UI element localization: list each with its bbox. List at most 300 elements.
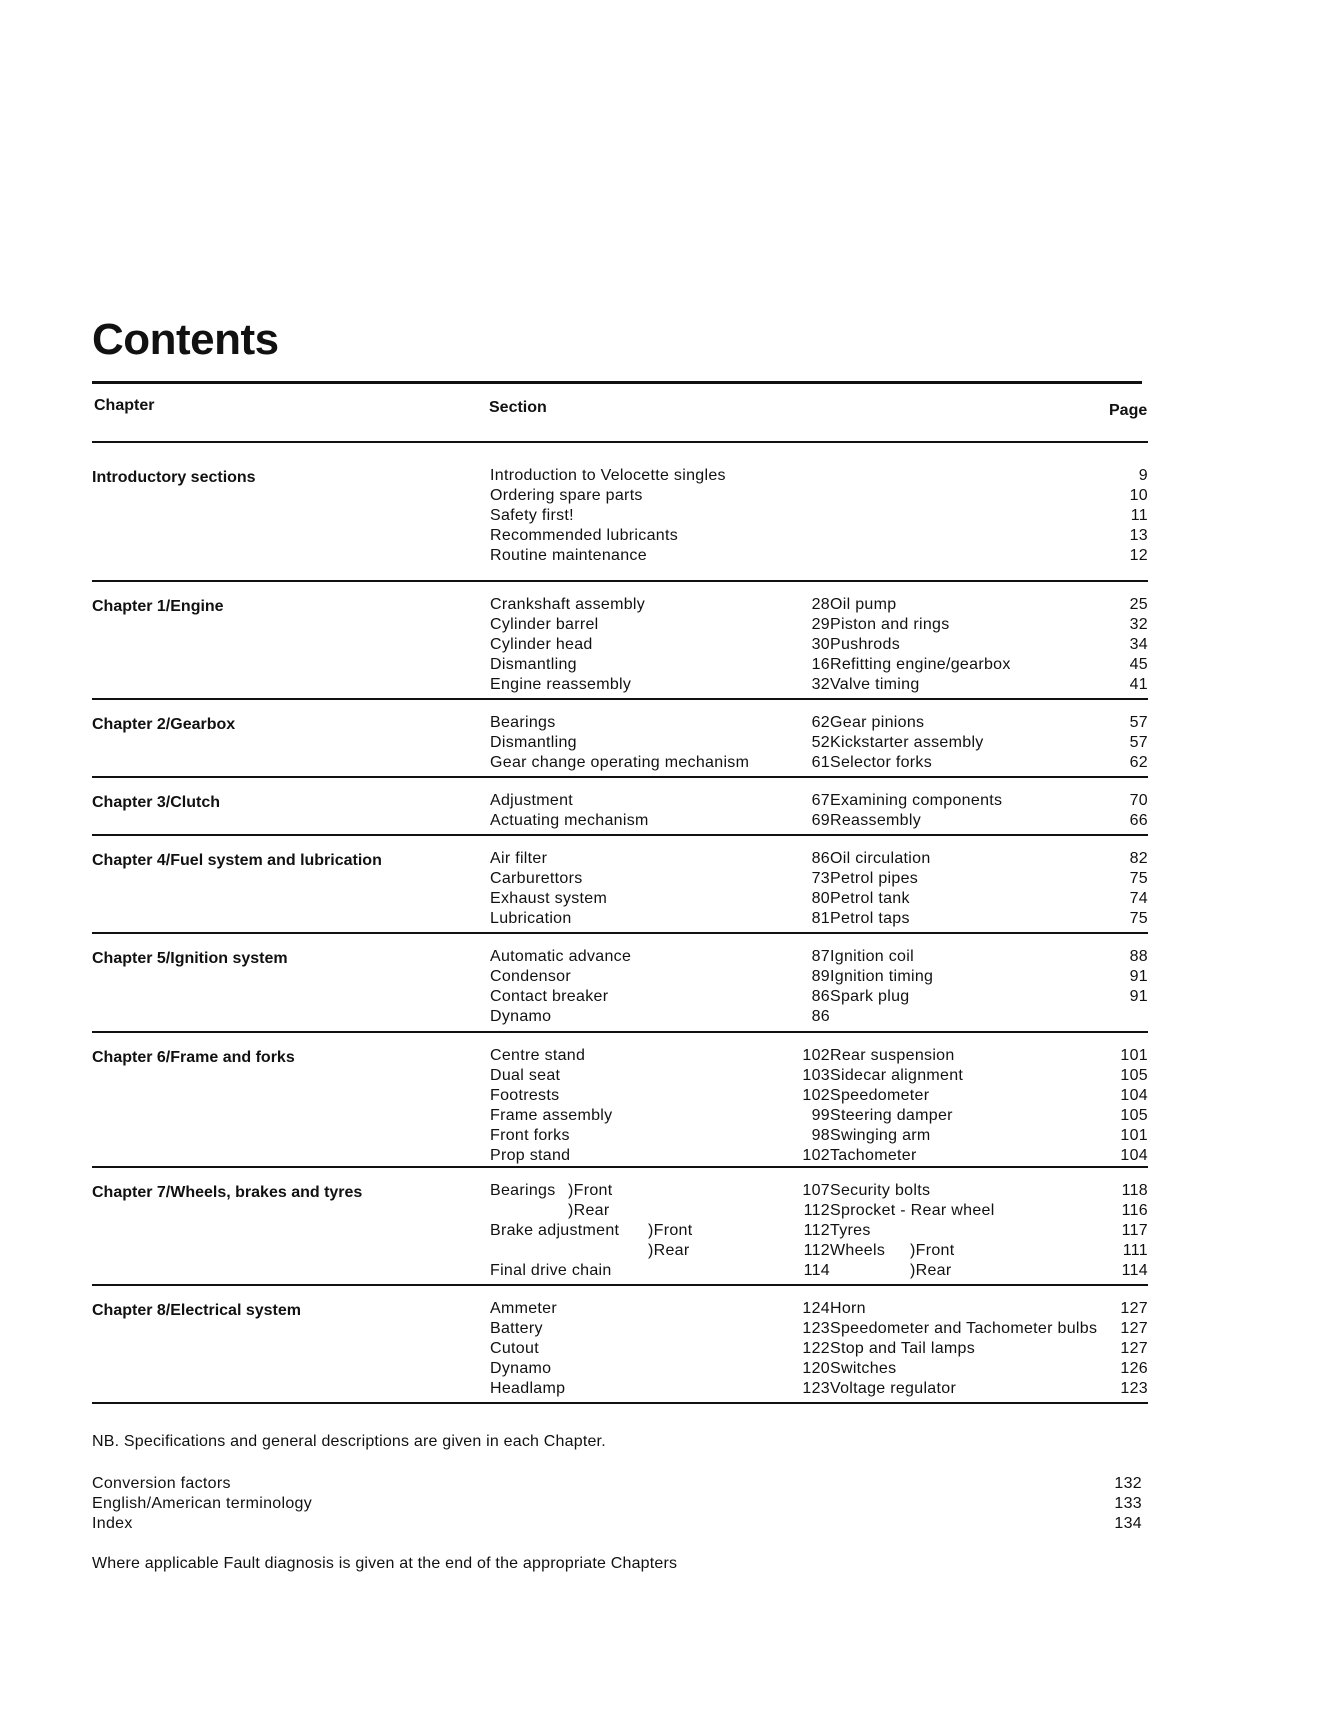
toc-entry-page: 86 <box>811 850 830 867</box>
toc-entry <box>490 1126 830 1146</box>
toc-entry <box>830 1046 1148 1066</box>
toc-entry-text: Frame assembly <box>490 1107 613 1124</box>
toc-entry-label <box>490 889 790 909</box>
chapter-section <box>92 1299 1148 1399</box>
toc-entry-text: Petrol tank <box>830 890 910 907</box>
toc-entry-label <box>830 753 1104 773</box>
section-divider <box>92 698 1148 700</box>
toc-entry-label <box>490 967 790 987</box>
chapter-section <box>92 947 1148 1027</box>
toc-entry <box>830 1201 1148 1221</box>
toc-entry-label <box>830 947 1104 967</box>
chapter-title: Chapter 6/Frame and forks <box>92 1049 295 1066</box>
toc-entry-label <box>830 889 1104 909</box>
toc-entry-label <box>830 987 1104 1007</box>
toc-entry-page: 82 <box>1129 850 1148 867</box>
toc-entry-page: 67 <box>811 792 830 809</box>
toc-entry-label <box>490 675 790 695</box>
toc-entry-page: 80 <box>811 890 830 907</box>
toc-entry-text: Ammeter <box>490 1300 557 1317</box>
toc-entry-label <box>490 1106 790 1126</box>
toc-entry-page: 28 <box>811 596 830 613</box>
toc-entry-label <box>490 869 790 889</box>
toc-entry-text: Footrests <box>490 1087 560 1104</box>
toc-entry-label <box>830 1299 1104 1319</box>
chapter-title: Chapter 7/Wheels, brakes and tyres <box>92 1184 363 1201</box>
toc-entry-label <box>830 1359 1104 1379</box>
appendix-entry-label: Index <box>92 1515 133 1532</box>
toc-entry-page: 52 <box>811 734 830 751</box>
toc-entry-text: Switches <box>830 1360 897 1377</box>
toc-entry-label: Introduction to Velocette singles <box>490 467 726 484</box>
toc-entry-page: 112 <box>803 1222 830 1239</box>
toc-entry-text: Gear pinions <box>830 714 925 731</box>
toc-entry-text: Dynamo <box>490 1008 552 1025</box>
toc-entry-page: 127 <box>1120 1300 1148 1317</box>
toc-entry-page: 73 <box>811 870 830 887</box>
section-column-left <box>490 713 830 773</box>
toc-entry-page: 57 <box>1129 714 1148 731</box>
toc-entry-label <box>490 1066 790 1086</box>
toc-entry-text: Tyres <box>830 1222 871 1239</box>
toc-entry-sublabel: )Rear <box>648 1242 690 1259</box>
toc-entry-label <box>490 615 790 635</box>
toc-entry-text: Speedometer <box>830 1087 930 1104</box>
header-chapter: Chapter <box>94 397 155 414</box>
toc-entry-label <box>830 791 1104 811</box>
chapter-section <box>92 595 1148 695</box>
toc-entry-page: 75 <box>1129 870 1148 887</box>
toc-entry <box>830 967 1148 987</box>
toc-entry-text: Dynamo <box>490 1360 552 1377</box>
toc-entry-label <box>830 1221 1104 1241</box>
toc-entry-page: 29 <box>811 616 830 633</box>
toc-entry-text: Pushrods <box>830 636 900 653</box>
toc-entry <box>830 849 1148 869</box>
section-column-left <box>490 1046 830 1166</box>
toc-entry-label <box>830 1339 1104 1359</box>
toc-entry-label <box>490 1201 790 1221</box>
toc-entry-label <box>490 1319 790 1339</box>
toc-entry <box>830 1339 1148 1359</box>
toc-entry <box>830 1379 1148 1399</box>
toc-entry <box>830 1319 1148 1339</box>
toc-entry-label <box>490 811 790 831</box>
toc-entry <box>490 546 1148 566</box>
toc-entry <box>830 791 1148 811</box>
toc-entry-page: 102 <box>802 1087 830 1104</box>
toc-entry-label <box>830 1146 1104 1166</box>
chapter-title: Introductory sections <box>92 469 256 486</box>
appendix-entry <box>92 1514 1142 1534</box>
chapter-section <box>92 713 1148 773</box>
section-divider <box>92 580 1148 582</box>
toc-entry <box>490 1299 830 1319</box>
toc-entry-text: Tachometer <box>830 1147 917 1164</box>
toc-entry-label <box>830 1241 1104 1261</box>
toc-entry <box>830 595 1148 615</box>
toc-entry-text: Adjustment <box>490 792 574 809</box>
toc-entry-label <box>490 1299 790 1319</box>
toc-entry-label <box>830 811 1104 831</box>
toc-entry-label: Ordering spare parts <box>490 487 643 504</box>
toc-entry-page: 9 <box>1138 467 1148 484</box>
toc-entry-text: Engine reassembly <box>490 676 632 693</box>
toc-entry-label <box>830 733 1104 753</box>
toc-entry-text: Bearings <box>490 714 556 731</box>
toc-entry-page: 25 <box>1129 596 1148 613</box>
toc-entry-text: Air filter <box>490 850 548 867</box>
toc-entry-text: Ignition timing <box>830 968 934 985</box>
toc-entry-page: 34 <box>1129 636 1148 653</box>
chapter-title: Chapter 8/Electrical system <box>92 1302 301 1319</box>
toc-entry-text: Cutout <box>490 1340 539 1357</box>
toc-entry-text: Dismantling <box>490 734 577 751</box>
toc-entry <box>830 889 1148 909</box>
toc-entry-label <box>830 1046 1104 1066</box>
section-column-right <box>830 791 1148 831</box>
toc-entry-sublabel: )Rear <box>568 1202 610 1219</box>
toc-entry-text: Sprocket - Rear wheel <box>830 1202 995 1219</box>
toc-entry-text: Reassembly <box>830 812 922 829</box>
toc-entry-text: Oil pump <box>830 596 897 613</box>
toc-entry-label <box>490 849 790 869</box>
toc-entry <box>490 466 1148 486</box>
toc-entry-page: 11 <box>1130 507 1148 524</box>
appendix-entry-label: English/American terminology <box>92 1495 313 1512</box>
toc-entry-page: 86 <box>811 988 830 1005</box>
toc-entry-page: 41 <box>1129 676 1148 693</box>
toc-entry-label <box>490 655 790 675</box>
toc-entry-text: Cylinder barrel <box>490 616 599 633</box>
toc-entry <box>490 1146 830 1166</box>
section-divider <box>92 1031 1148 1033</box>
chapter-title: Chapter 1/Engine <box>92 598 224 615</box>
toc-entry-text: Actuating mechanism <box>490 812 649 829</box>
toc-entry-text: Voltage regulator <box>830 1380 957 1397</box>
toc-entry <box>490 1379 830 1399</box>
toc-entry <box>830 811 1148 831</box>
toc-entry <box>830 753 1148 773</box>
toc-entry <box>830 1066 1148 1086</box>
toc-entry-page: 111 <box>1122 1242 1148 1259</box>
section-column-right <box>830 595 1148 695</box>
toc-entry-sublabel: )Front <box>910 1242 955 1259</box>
toc-entry-page: 66 <box>1129 812 1148 829</box>
toc-entry-text: Petrol pipes <box>830 870 919 887</box>
toc-entry-label <box>490 1339 790 1359</box>
toc-entry-sublabel: )Front <box>648 1222 693 1239</box>
toc-entry-page: 70 <box>1129 792 1148 809</box>
toc-entry-label <box>490 1126 790 1146</box>
toc-entry-label <box>490 1046 790 1066</box>
toc-entry-text: Front forks <box>490 1127 570 1144</box>
toc-entry-text: Carburettors <box>490 870 583 887</box>
toc-entry-page: 13 <box>1129 527 1148 544</box>
toc-entry-label <box>490 947 790 967</box>
toc-entry <box>830 655 1148 675</box>
toc-entry <box>830 987 1148 1007</box>
toc-entry-page: 87 <box>811 948 830 965</box>
section-divider <box>92 1166 1148 1168</box>
toc-entry-page: 114 <box>803 1262 830 1279</box>
toc-entry-text: Crankshaft assembly <box>490 596 646 613</box>
toc-entry-label <box>490 1146 790 1166</box>
toc-entry <box>490 967 830 987</box>
toc-entry <box>490 675 830 695</box>
toc-entry-label <box>490 1007 790 1027</box>
toc-entry-label <box>490 1241 790 1261</box>
toc-entry <box>490 635 830 655</box>
toc-entry <box>490 733 830 753</box>
toc-entry-label: Routine maintenance <box>490 547 647 564</box>
toc-entry <box>830 1241 1148 1261</box>
toc-entry <box>490 753 830 773</box>
toc-entry <box>490 1181 830 1201</box>
toc-entry-page: 30 <box>811 636 830 653</box>
toc-entry <box>830 733 1148 753</box>
appendix-entry-page: 134 <box>1114 1515 1142 1532</box>
appendix-entry <box>92 1474 1142 1494</box>
toc-entry-text: Ignition coil <box>830 948 914 965</box>
chapter-section <box>92 1181 1148 1281</box>
toc-entry <box>830 713 1148 733</box>
toc-entry-page: 32 <box>1129 616 1148 633</box>
toc-entry-page: 102 <box>802 1047 830 1064</box>
toc-entry <box>830 1359 1148 1379</box>
header-page: Page <box>1109 402 1148 419</box>
toc-entry-text: Oil circulation <box>830 850 931 867</box>
toc-entry <box>490 1066 830 1086</box>
toc-entry <box>490 1007 830 1027</box>
toc-entry-text: Dismantling <box>490 656 577 673</box>
chapter-title: Chapter 2/Gearbox <box>92 716 236 733</box>
toc-entry-text: Examining components <box>830 792 1003 809</box>
toc-entry-page: 91 <box>1129 968 1148 985</box>
section-column-left <box>490 1181 830 1281</box>
toc-entry <box>830 1181 1148 1201</box>
toc-entry-page: 105 <box>1120 1107 1148 1124</box>
toc-entry-page: 10 <box>1129 487 1148 504</box>
toc-entry-label: Recommended lubricants <box>490 527 679 544</box>
toc-entry <box>830 1086 1148 1106</box>
toc-entry-text: Final drive chain <box>490 1262 612 1279</box>
toc-entry-text: Battery <box>490 1320 543 1337</box>
header-section: Section <box>489 399 547 416</box>
toc-entry-page: 57 <box>1129 734 1148 751</box>
section-column-left <box>490 849 830 929</box>
toc-entry-label <box>830 1181 1104 1201</box>
toc-entry-page: 45 <box>1129 656 1148 673</box>
toc-entry-label <box>490 791 790 811</box>
toc-entry-page: 104 <box>1120 1087 1148 1104</box>
toc-entry-text: Horn <box>830 1300 866 1317</box>
toc-entry-text: Headlamp <box>490 1380 566 1397</box>
header-rule <box>92 441 1148 443</box>
toc-entry-label <box>830 713 1104 733</box>
toc-entry <box>490 595 830 615</box>
toc-entry <box>830 1146 1148 1166</box>
section-column-left <box>490 1299 830 1399</box>
toc-entry <box>830 675 1148 695</box>
toc-entry-page: 103 <box>802 1067 830 1084</box>
toc-entry-label <box>830 1201 1104 1221</box>
fault-diagnosis-note: Where applicable Fault diagnosis is given at the end of the appropriate Chapters <box>92 1555 678 1572</box>
chapter-title: Chapter 4/Fuel system and lubrication <box>92 852 382 869</box>
toc-entry <box>830 947 1148 967</box>
toc-entry <box>490 1201 830 1221</box>
section-column-right <box>830 849 1148 929</box>
section-divider <box>92 1284 1148 1286</box>
toc-entry-text: Security bolts <box>830 1182 931 1199</box>
toc-entry <box>490 811 830 831</box>
chapter-section <box>92 849 1148 929</box>
section-column-right <box>830 1046 1148 1166</box>
toc-entry-page: 127 <box>1120 1320 1148 1337</box>
section-column-left <box>490 947 830 1027</box>
toc-entry-page: 105 <box>1120 1067 1148 1084</box>
toc-entry-text: Swinging arm <box>830 1127 931 1144</box>
toc-entry-page: 75 <box>1129 910 1148 927</box>
toc-entry-page: 99 <box>811 1107 830 1124</box>
toc-entry-label <box>830 635 1104 655</box>
toc-entry-text: Sidecar alignment <box>830 1067 964 1084</box>
toc-entry-page: 104 <box>1120 1147 1148 1164</box>
appendix-entry-label: Conversion factors <box>92 1475 231 1492</box>
toc-entry-text: Condensor <box>490 968 571 985</box>
toc-entry-label <box>490 1379 790 1399</box>
toc-entry <box>490 1046 830 1066</box>
toc-entry <box>490 1221 830 1241</box>
toc-entry-page: 127 <box>1120 1340 1148 1357</box>
toc-entry <box>830 1261 1148 1281</box>
toc-entry-label <box>490 1359 790 1379</box>
toc-entry <box>490 1339 830 1359</box>
toc-entry <box>490 987 830 1007</box>
toc-entry <box>830 869 1148 889</box>
toc-entry <box>490 615 830 635</box>
toc-entry-label <box>490 909 790 929</box>
toc-entry <box>490 1106 830 1126</box>
toc-entry-page: 12 <box>1129 547 1148 564</box>
toc-entry-text: Petrol taps <box>830 910 910 927</box>
toc-entry <box>490 526 1148 546</box>
appendix-entry-page: 132 <box>1114 1475 1142 1492</box>
toc-entry <box>490 889 830 909</box>
toc-entry-page: 126 <box>1120 1360 1148 1377</box>
toc-entry-page: 101 <box>1120 1047 1148 1064</box>
toc-entry <box>830 1221 1148 1241</box>
toc-entry-label <box>830 849 1104 869</box>
appendix-entry <box>92 1494 1142 1514</box>
toc-entry-label <box>490 1221 790 1241</box>
toc-entry-text: Dual seat <box>490 1067 561 1084</box>
toc-entry-page: 112 <box>803 1242 830 1259</box>
section-column-left <box>490 791 830 831</box>
toc-entry-text: Refitting engine/gearbox <box>830 656 1011 673</box>
toc-entry <box>830 909 1148 929</box>
toc-entry <box>490 1359 830 1379</box>
appendix-list <box>92 1474 1142 1534</box>
toc-entry-page: 69 <box>811 812 830 829</box>
toc-entry <box>490 713 830 733</box>
toc-entry <box>490 849 830 869</box>
toc-entry-page: 74 <box>1129 890 1148 907</box>
toc-entry-page: 98 <box>811 1127 830 1144</box>
toc-entry-page: 124 <box>802 1300 830 1317</box>
toc-entry-page: 86 <box>811 1008 830 1025</box>
toc-entry-text: Valve timing <box>830 676 920 693</box>
toc-entry <box>490 1241 830 1261</box>
toc-entry-page: 89 <box>811 968 830 985</box>
toc-entry <box>830 1106 1148 1126</box>
toc-entry-label <box>490 595 790 615</box>
intro-list <box>490 466 1148 566</box>
toc-entry-text: Steering damper <box>830 1107 953 1124</box>
toc-entry-page: 123 <box>802 1320 830 1337</box>
toc-entry-text: Cylinder head <box>490 636 593 653</box>
toc-entry-label <box>490 1086 790 1106</box>
toc-entry <box>830 635 1148 655</box>
toc-entry-page: 118 <box>1121 1182 1148 1199</box>
toc-entry-text: Rear suspension <box>830 1047 955 1064</box>
toc-entry-text: Gear change operating mechanism <box>490 754 750 771</box>
toc-entry-label <box>830 1126 1104 1146</box>
section-divider <box>92 776 1148 778</box>
toc-entry-label <box>830 615 1104 635</box>
toc-entry-page: 117 <box>1121 1222 1148 1239</box>
toc-entry-text: Prop stand <box>490 1147 571 1164</box>
toc-entry-label <box>830 1379 1104 1399</box>
toc-entry-text: Contact breaker <box>490 988 609 1005</box>
toc-entry-text: Piston and rings <box>830 616 950 633</box>
toc-entry-text: Centre stand <box>490 1047 586 1064</box>
toc-entry-page: 107 <box>802 1182 830 1199</box>
toc-entry <box>490 1086 830 1106</box>
toc-entry-text: Speedometer and Tachometer bulbs <box>830 1320 1098 1337</box>
toc-entry-text: Automatic advance <box>490 948 632 965</box>
toc-entry-page: 123 <box>1120 1380 1148 1397</box>
toc-entry-label <box>830 1319 1104 1339</box>
toc-entry-text: Exhaust system <box>490 890 608 907</box>
toc-entry-label <box>490 713 790 733</box>
toc-entry <box>830 1126 1148 1146</box>
toc-entry-text: Spark plug <box>830 988 910 1005</box>
section-column-left <box>490 595 830 695</box>
toc-entry-page: 120 <box>802 1360 830 1377</box>
toc-entry <box>490 909 830 929</box>
toc-entry-label <box>490 733 790 753</box>
toc-entry <box>490 486 1148 506</box>
toc-entry-label <box>830 1261 1104 1281</box>
toc-entry-text: Wheels <box>830 1242 886 1259</box>
chapter-title: Chapter 3/Clutch <box>92 794 221 811</box>
chapter-section <box>92 791 1148 831</box>
toc-entry-page: 16 <box>811 656 830 673</box>
toc-entry <box>490 869 830 889</box>
toc-entry-page: 122 <box>802 1340 830 1357</box>
page-title: Contents <box>92 315 279 364</box>
toc-entry-page: 123 <box>802 1380 830 1397</box>
section-column-right <box>830 713 1148 773</box>
toc-entry-label <box>830 595 1104 615</box>
toc-entry-label <box>830 1106 1104 1126</box>
toc-entry-page: 62 <box>811 714 830 731</box>
section-column-right <box>830 947 1148 1027</box>
title-rule <box>92 381 1142 384</box>
toc-entry-page: 62 <box>1129 754 1148 771</box>
toc-entry-page: 91 <box>1129 988 1148 1005</box>
